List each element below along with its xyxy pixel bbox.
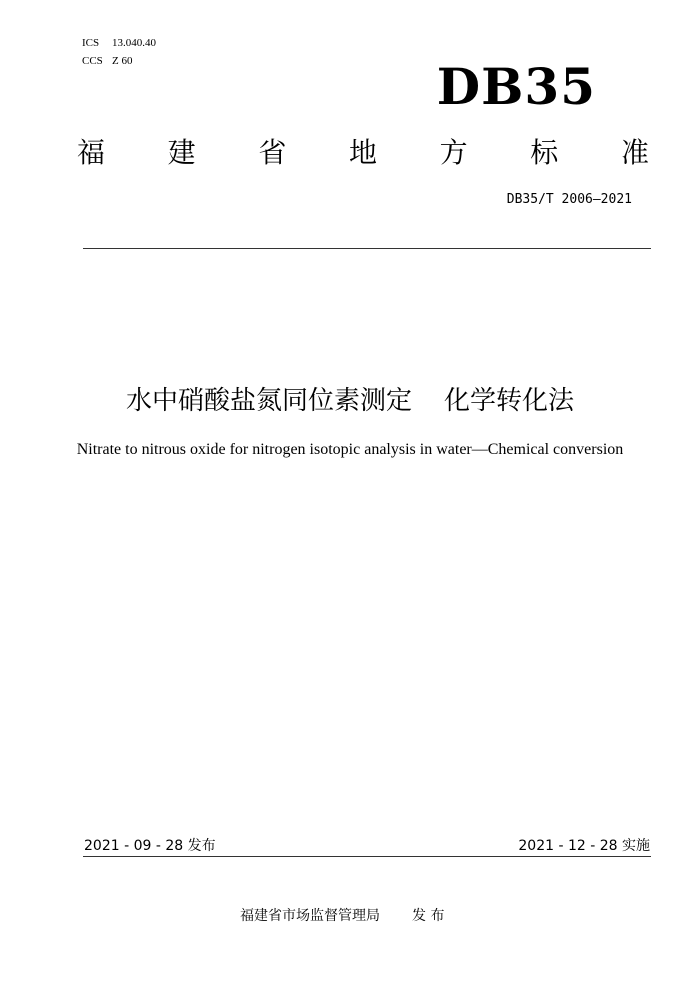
ics-row: [82, 34, 156, 52]
standard-type-char: 福: [77, 136, 106, 169]
english-title: Nitrate to nitrous oxide for nitrogen isotopic analysis in water—Chemical conversion: [76, 441, 624, 458]
ics-value: 13.040.40: [112, 37, 156, 49]
ccs-value: Z 60: [112, 55, 133, 67]
chinese-title: [0, 381, 700, 421]
standard-type-char: 标: [530, 136, 559, 169]
db35-logo: DB35: [436, 57, 596, 116]
ics-label: ICS: [82, 37, 100, 49]
issuer-line: [240, 905, 444, 925]
standard-type-char: 地: [348, 136, 377, 169]
title-main: 水中硝酸盐氮同位素测定: [125, 386, 412, 416]
bottom-divider: [83, 856, 651, 857]
standard-type-char: 建: [167, 136, 196, 169]
issuer-name: 福建省市场监督管理局: [240, 908, 380, 924]
standard-type-heading: [77, 134, 649, 172]
standard-type-char: 方: [439, 136, 468, 169]
standard-type-char: 准: [620, 136, 649, 169]
implementation-date: 2021 - 12 - 28 实施: [518, 838, 650, 854]
issue-date: 2021 - 09 - 28 发布: [84, 838, 216, 854]
standard-type-char: 省: [258, 136, 287, 169]
title-method: 化学转化法: [444, 386, 575, 416]
issuer-action: 发 布: [412, 908, 445, 924]
classification-codes: [82, 34, 156, 70]
ccs-label: CCS: [82, 55, 103, 67]
top-divider: [83, 248, 651, 249]
standard-number: DB35/T 2006—2021: [506, 192, 632, 207]
ccs-row: [82, 52, 156, 70]
